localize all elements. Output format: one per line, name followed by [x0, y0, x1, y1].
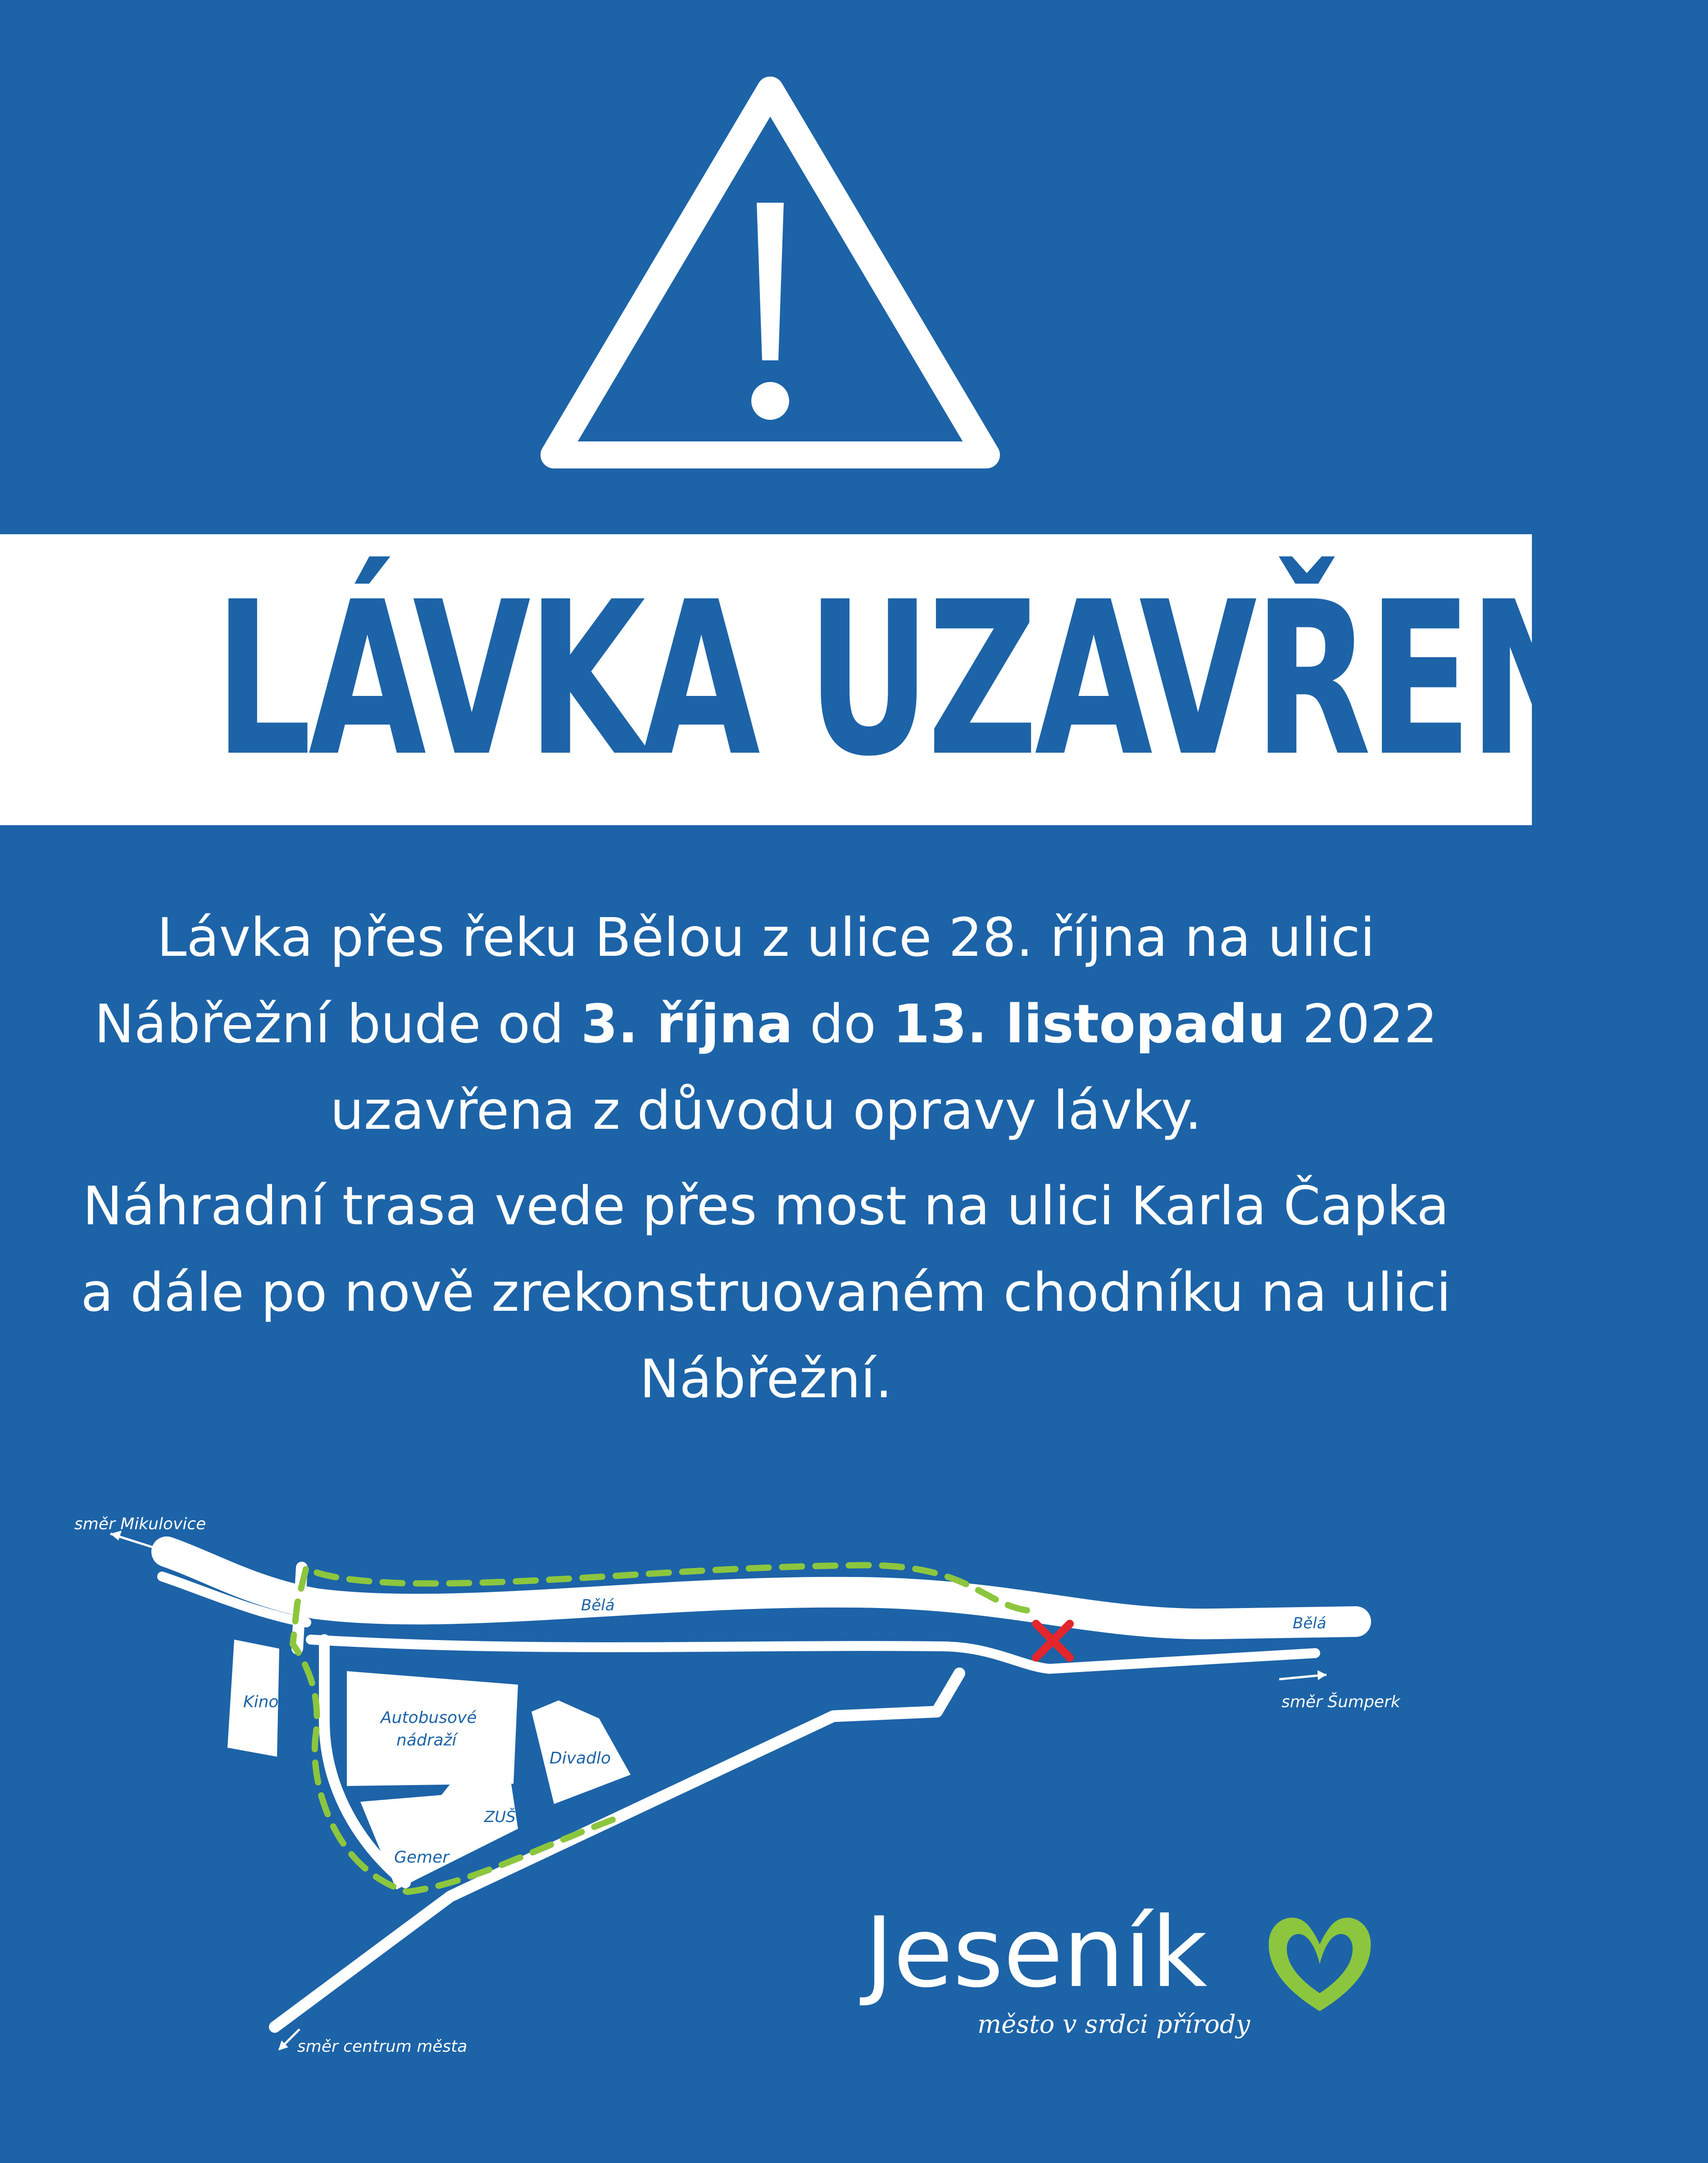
- label-kino: Kino: [243, 1693, 279, 1711]
- closure-start-date: 3. října: [581, 993, 793, 1055]
- label-divadlo: Divadlo: [550, 1749, 611, 1768]
- heart-logo-icon: [1263, 1908, 1376, 2016]
- brand-logo-text: Jeseník: [865, 1896, 1208, 2009]
- label-bus-station-line1: Autobusové: [381, 1709, 477, 1727]
- label-direction-sumperk: směr Šumperk: [1281, 1693, 1400, 1711]
- arrow-sumperk-icon: [1279, 1670, 1326, 1680]
- label-river-bela-1: Bělá: [581, 1596, 615, 1614]
- building-bus-station: [347, 1671, 518, 1786]
- label-bus-station-line2: nádraží: [396, 1731, 457, 1749]
- brand-tagline: město v srdci přírody: [977, 2010, 1250, 2039]
- label-river-bela-3: Bělá: [1293, 1614, 1326, 1632]
- notice-text: [72, 894, 1460, 1422]
- label-direction-mikulovice: směr Mikulovice: [74, 1515, 206, 1533]
- label-gemer: Gemer: [394, 1848, 450, 1867]
- road-nabrezni: [311, 1640, 1315, 1669]
- page-title: LÁVKA UZAVŘENA: [214, 556, 1708, 803]
- closure-x-mark-icon: [1036, 1624, 1070, 1658]
- notice-closure-text-c: 2022 uzavřena z důvodu opravy lávky.: [330, 993, 1438, 1141]
- arrow-mikulovice-icon: [110, 1531, 160, 1550]
- closure-end-date: 13. listopadu: [893, 993, 1286, 1055]
- arrow-center-icon: [278, 2029, 300, 2050]
- warning-triangle-icon: [541, 72, 1000, 477]
- notice-paragraph-detour: Náhradní trasa vede přes most na ulici Karla Čapka a dále po nově zrekonstruovaném chodníku na ulici Nábřežní.: [81, 1175, 1451, 1410]
- notice-paragraph-closure: [72, 894, 1460, 1154]
- label-river-bela-2: Bělá: [950, 1628, 984, 1646]
- notice-closure-text-a: Lávka přes řeku Bělou z ulice 28. října na ulici Nábřežní bude od: [94, 906, 1375, 1055]
- label-zus: ZUŠ: [484, 1808, 516, 1826]
- label-direction-center: směr centrum města: [297, 2037, 468, 2056]
- river-bela: [167, 1552, 1356, 1624]
- notice-closure-text-b: do: [793, 993, 893, 1055]
